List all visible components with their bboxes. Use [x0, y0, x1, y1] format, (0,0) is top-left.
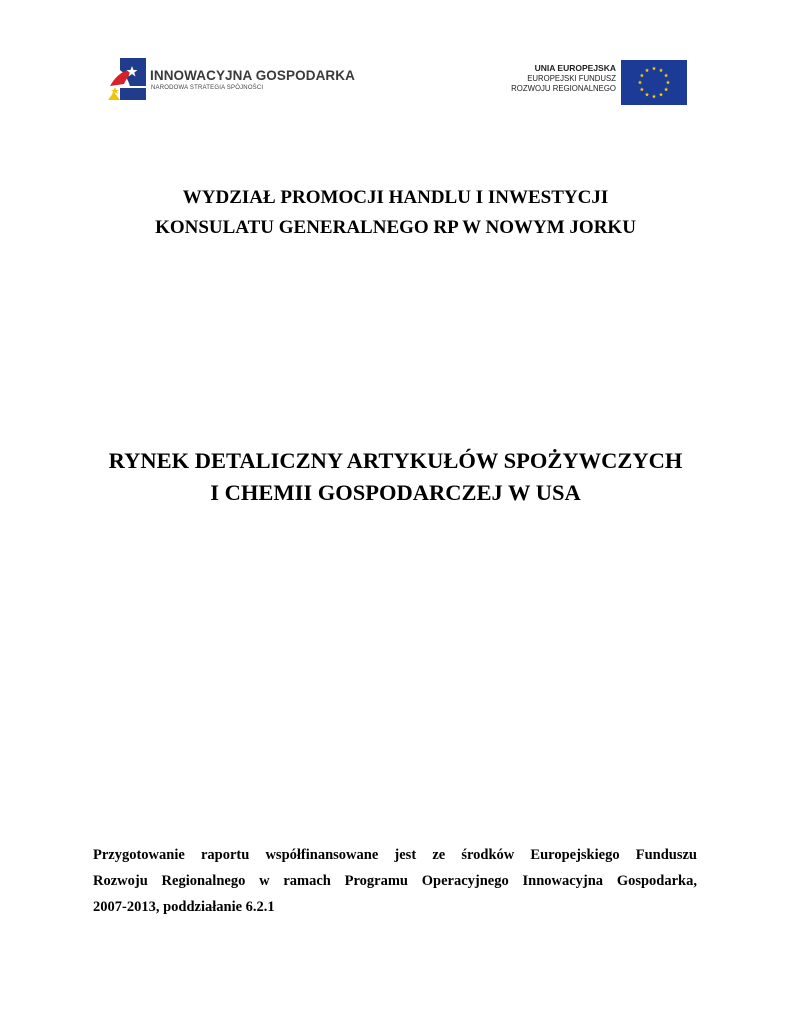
- funding-note-line-2: Rozwoju Regionalnego w ramach Programu Operacyjnego Innowacyjna Gospodarka,: [93, 873, 697, 889]
- report-title: [0, 445, 791, 509]
- eu-fund-name-line2: ROZWOJU REGIONALNEGO: [511, 84, 616, 93]
- logo-subtitle: NARODOWA STRATEGIA SPÓJNOŚCI: [151, 85, 264, 91]
- department-heading: [0, 183, 791, 243]
- eu-fund-name-line1: EUROPEJSKI FUNDUSZ: [527, 73, 616, 83]
- report-title-line-2: I CHEMII GOSPODARCZEJ W USA: [210, 480, 581, 505]
- funding-note-line-1: Przygotowanie raportu współfinansowane jest ze środków Europejskiego Funduszu: [93, 847, 697, 863]
- eu-fund-logo: [490, 60, 687, 106]
- department-line-2: KONSULATU GENERALNEGO RP W NOWYM JORKU: [155, 217, 636, 238]
- eu-flag-icon: [621, 60, 687, 105]
- department-line-1: WYDZIAŁ PROMOCJI HANDLU I INWESTYCJI: [182, 187, 609, 208]
- report-title-line-1: RYNEK DETALICZNY ARTYKUŁÓW SPOŻYWCZYCH: [108, 448, 683, 473]
- funding-note-line-3: 2007-2013, poddziałanie 6.2.1: [93, 899, 275, 915]
- eu-name: UNIA EUROPEJSKA: [534, 63, 616, 73]
- funding-note: [93, 842, 697, 920]
- logo-title: INNOWACYJNA GOSPODARKA: [150, 68, 355, 83]
- innowacyjna-gospodarka-logo-icon: [106, 56, 148, 100]
- eu-fund-text: [511, 63, 616, 95]
- innowacyjna-gospodarka-logo: [106, 56, 355, 100]
